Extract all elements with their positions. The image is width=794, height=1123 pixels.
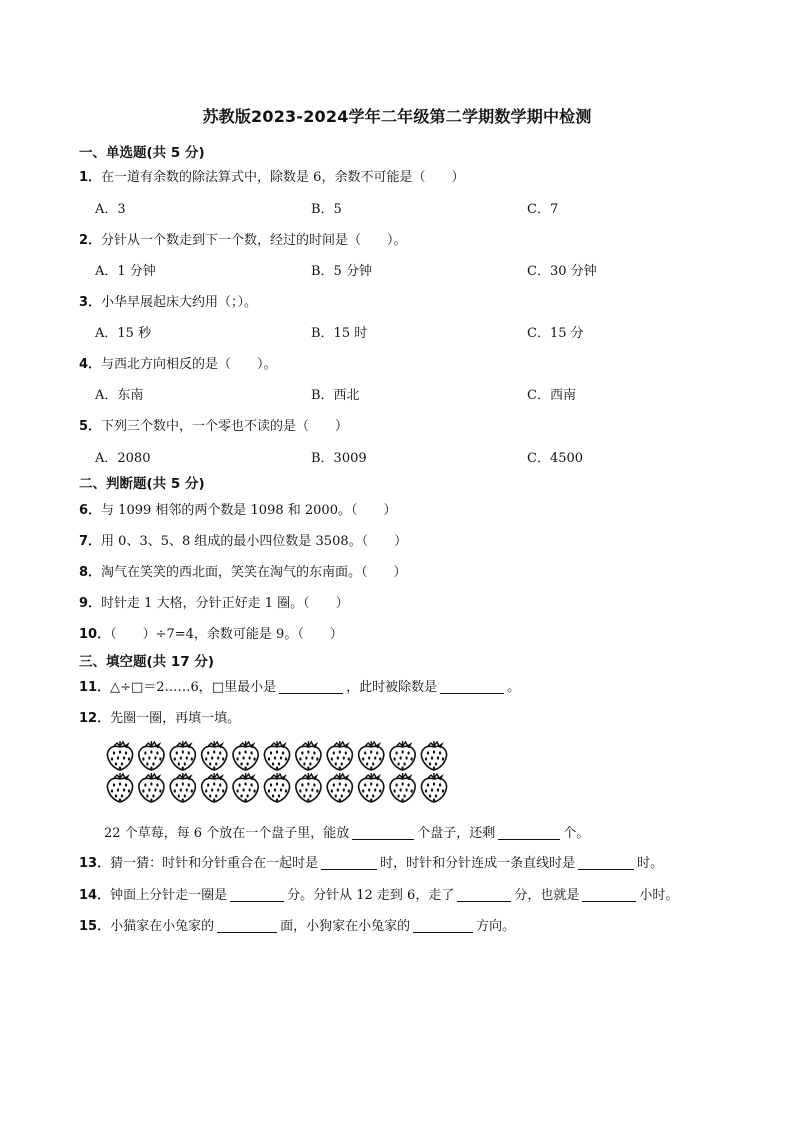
strawberry-icon <box>359 741 384 770</box>
option-b: B．西北 <box>311 388 360 403</box>
question-text: 与 1099 相邻的两个数是 1098 和 2000。（ ） <box>101 503 397 518</box>
answer-blank[interactable] <box>217 918 277 933</box>
question-text-part: 小时。 <box>639 888 679 903</box>
question-text: 与西北方向相反的是（ ）。 <box>101 357 277 372</box>
strawberry-icon <box>170 741 195 770</box>
question-text-part: 22 个草莓，每 6 个放在一个盘子里，能放 <box>104 826 350 841</box>
option-c: C．15 分 <box>527 326 584 341</box>
question-number: 8． <box>79 565 102 580</box>
question-text-part: △÷□＝2……6，□里最小是 <box>110 680 277 695</box>
strawberry-icon <box>170 773 195 802</box>
option-b: B．5 <box>311 202 342 217</box>
question-text: 下列三个数中，一个零也不读的是（ ） <box>101 419 349 434</box>
strawberry-picture <box>104 740 454 808</box>
answer-blank[interactable] <box>457 887 511 902</box>
answer-blank[interactable] <box>440 679 504 694</box>
question-text-part: 分。分针从 12 走到 6，走了 <box>287 888 455 903</box>
section-heading-true-false: 二、判断题(共 5 分) <box>79 476 205 492</box>
question-2 <box>79 229 407 248</box>
question-12-fill <box>104 822 589 841</box>
question-text-part: 时，时针和分针连成一条直线时是 <box>380 856 576 871</box>
strawberry-icon <box>108 741 133 770</box>
question-text: 在一道有余数的除法算式中，除数是 6，余数不可能是（ ） <box>101 170 465 185</box>
answer-blank[interactable] <box>321 855 377 870</box>
option-b: B．5 分钟 <box>311 264 372 279</box>
question-text-part: 。 <box>507 680 521 695</box>
question-5 <box>79 415 348 434</box>
strawberry-icon <box>108 773 133 802</box>
question-10 <box>79 623 343 642</box>
question-13 <box>79 852 663 871</box>
question-number: 3． <box>79 295 102 310</box>
strawberry-icon <box>422 741 447 770</box>
strawberry-icon <box>202 773 227 802</box>
question-number: 10． <box>79 627 111 642</box>
strawberry-grid <box>104 740 454 804</box>
answer-blank[interactable] <box>582 887 636 902</box>
question-text: 时针走 1 大格，分针正好走 1 圈。（ ） <box>101 596 349 611</box>
question-1 <box>79 166 464 185</box>
question-number: 2． <box>79 233 102 248</box>
question-text: 分针从一个数走到下一个数，经过的时间是（ ）。 <box>101 233 407 248</box>
strawberry-icon <box>265 773 290 802</box>
question-text-part: 小猫家在小兔家的 <box>110 919 215 934</box>
question-text-part: 分，也就是 <box>514 888 580 903</box>
option-a: A．3 <box>95 202 126 217</box>
strawberry-icon <box>139 773 164 802</box>
question-number: 11． <box>79 680 111 695</box>
option-a: A．东南 <box>95 388 144 403</box>
question-text: 淘气在笑笑的西北面，笑笑在淘气的东南面。（ ） <box>101 565 407 580</box>
strawberry-icon <box>296 773 321 802</box>
page-title: 苏教版2023-2024学年二年级第二学期数学期中检测 <box>202 107 592 126</box>
question-text-part: 时。 <box>637 856 664 871</box>
question-text-part: 猜一猜：时针和分针重合在一起时是 <box>110 856 319 871</box>
option-b: B．3009 <box>311 451 367 466</box>
question-8 <box>79 561 407 580</box>
option-a: A．15 秒 <box>95 326 152 341</box>
question-text: （ ）÷7=4，余数可能是 9。（ ） <box>110 627 343 642</box>
question-text: 用 0、3、5、8 组成的最小四位数是 3508。（ ） <box>101 534 408 549</box>
strawberry-icon <box>296 741 321 770</box>
option-c: C．30 分钟 <box>527 264 597 279</box>
strawberry-icon <box>327 773 352 802</box>
strawberry-icon <box>233 773 258 802</box>
option-c: C．4500 <box>527 451 584 466</box>
question-text-part: ，此时被除数是 <box>346 680 438 695</box>
question-11 <box>79 676 520 695</box>
option-c: C．7 <box>527 202 559 217</box>
question-6 <box>79 499 396 518</box>
answer-blank[interactable] <box>352 825 414 840</box>
section-heading-single-choice: 一、单选题(共 5 分) <box>79 145 205 161</box>
answer-blank[interactable] <box>498 825 560 840</box>
question-15 <box>79 915 515 934</box>
section-heading-fill-in: 三、填空题(共 17 分) <box>79 654 215 670</box>
question-12 <box>79 707 240 726</box>
question-text-part: 个。 <box>563 826 590 841</box>
option-c: C．西南 <box>527 388 576 403</box>
strawberry-icon <box>390 773 415 802</box>
question-text: 先圈一圈，再填一填。 <box>110 711 241 726</box>
option-a: A．1 分钟 <box>95 264 156 279</box>
answer-blank[interactable] <box>279 679 343 694</box>
question-number: 7． <box>79 534 102 549</box>
question-number: 14． <box>79 888 111 903</box>
question-text-part: 方向。 <box>476 919 516 934</box>
question-number: 1． <box>79 170 102 185</box>
strawberry-icon <box>233 741 258 770</box>
question-number: 9． <box>79 596 102 611</box>
question-14 <box>79 884 678 903</box>
strawberry-icon <box>202 741 227 770</box>
question-number: 6． <box>79 503 102 518</box>
question-number: 13． <box>79 856 111 871</box>
question-text-part: 个盘子，还剩 <box>417 826 496 841</box>
question-text: 小华早展起床大约用（；）。 <box>101 295 258 310</box>
question-4 <box>79 353 277 372</box>
question-number: 5． <box>79 419 102 434</box>
strawberry-icon <box>422 773 447 802</box>
strawberry-icon <box>265 741 290 770</box>
question-number: 12． <box>79 711 111 726</box>
strawberry-icon <box>327 741 352 770</box>
answer-blank[interactable] <box>578 855 634 870</box>
question-3 <box>79 291 257 310</box>
question-number: 15． <box>79 919 111 934</box>
strawberry-icon <box>390 741 415 770</box>
question-text-part: 钟面上分针走一圈是 <box>110 888 228 903</box>
strawberry-icon <box>359 773 384 802</box>
option-b: B．15 时 <box>311 326 368 341</box>
question-7 <box>79 530 407 549</box>
question-9 <box>79 592 349 611</box>
option-a: A．2080 <box>95 451 151 466</box>
answer-blank[interactable] <box>413 918 473 933</box>
strawberry-icon <box>139 741 164 770</box>
answer-blank[interactable] <box>230 887 284 902</box>
question-text-part: 面，小狗家在小兔家的 <box>280 919 411 934</box>
question-number: 4． <box>79 357 102 372</box>
